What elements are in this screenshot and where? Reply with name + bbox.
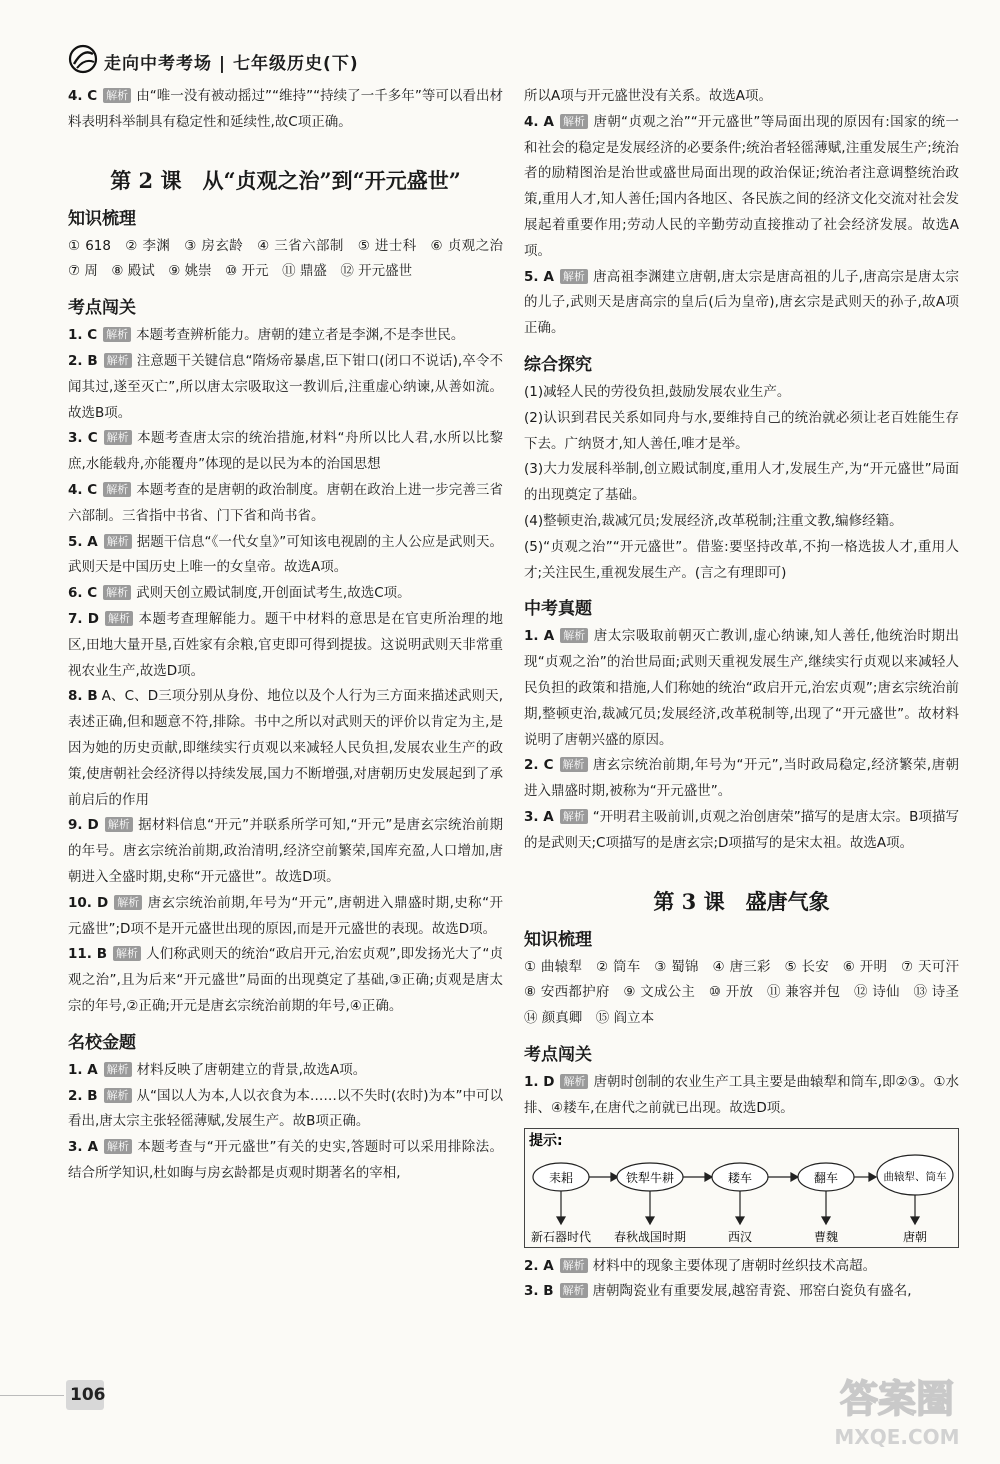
analysis-tag: 解析	[104, 1088, 132, 1103]
answer-item	[68, 942, 503, 1019]
item-text: 唐朝时创制的农业生产工具主要是曲辕犁和筒车,即②③。①水排、④耧车,在唐代之前就已出现。故选D项。	[524, 1073, 959, 1116]
item-text: 由“唯一没有被动摇过”“维持”“持续了一千多年”等可以看出材料表明科举制具有稳定性和延续性,故C项正确。	[68, 88, 503, 130]
answer-item	[68, 581, 503, 607]
item-number: 6. C	[68, 585, 98, 602]
zonghe-line: (4)整顿吏治,裁减冗员;发展经济,改革税制;注重文教,编修经籍。	[524, 512, 903, 529]
item-text: 注意题干关键信息“隋炀帝暴虐,臣下钳口(闭口不说话),卒令不闻其过,遂至灭亡”,所以唐太宗吸取这一教训后,注重虚心纳谏,从善如流。故选B项。	[68, 352, 503, 421]
item-number: 2. B	[68, 352, 98, 369]
flow-node	[533, 1163, 589, 1191]
item-number: 9. D	[68, 817, 99, 834]
analysis-tag: 解析	[560, 1283, 588, 1298]
continued-text: 所以A项与开元盛世没有关系。故选A项。	[524, 88, 772, 104]
item-number: 11. B	[68, 946, 108, 963]
section-heading: 知识梳理	[68, 208, 136, 229]
mingxiao-list	[68, 1058, 503, 1187]
answer-item	[68, 1084, 503, 1136]
answer-item	[524, 1254, 959, 1280]
flow-node-label: 曲辕犁、筒车	[883, 1170, 947, 1183]
item-text: 唐玄宗统治前期,年号为“开元”,唐朝进入鼎盛时期,史称“开元盛世”;D项不是开元盛世出现的原因,而是开元盛世的表现。故选D项。	[68, 894, 503, 937]
analysis-tag: 解析	[560, 114, 588, 129]
answer-item	[68, 349, 503, 426]
item-number: 2. B	[68, 1087, 98, 1104]
item-number: 4. C	[68, 88, 98, 104]
flow-node	[877, 1155, 953, 1195]
answer-item	[524, 1279, 959, 1305]
item-number: 1. C	[68, 327, 98, 344]
flow-node	[712, 1163, 768, 1191]
analysis-tag: 解析	[560, 1258, 588, 1273]
flow-era-label: 西汉	[727, 1229, 753, 1244]
answer-item	[524, 110, 959, 265]
answer-item	[68, 607, 503, 684]
item-number: 8. B	[68, 688, 98, 705]
analysis-tag: 解析	[560, 269, 588, 284]
item-text: “开明君主吸前训,贞观之治创唐荣”描写的是唐太宗。B项描写的是武则天;C项描写的是唐玄宗;D项描写的是宋太祖。故选A项。	[524, 808, 959, 851]
item-text: 本题考查唐太宗的统治措施,材料“舟所以比人君,水所以比黎庶,水能载舟,亦能覆舟”体现的是以民为本的治国思想	[68, 430, 503, 473]
analysis-tag: 解析	[105, 611, 133, 626]
section-heading: 中考真题	[524, 599, 592, 620]
right-column	[524, 84, 973, 1305]
flow-node-label: 耒耜	[548, 1170, 574, 1185]
analysis-tag: 解析	[104, 353, 132, 368]
analysis-tag: 解析	[104, 430, 132, 445]
item-number: 7. D	[68, 610, 99, 627]
knowledge-answers: ① 曲辕犁 ② 筒车 ③ 蜀锦 ④ 唐三彩 ⑤ 长安 ⑥ 开明 ⑦ 天可汗 ⑧ 安西都护府 ⑨ 文成公主 ⑩ 开放 ⑪ 兼容并包 ⑫ 诗仙 ⑬ 诗圣 ⑭ 颜真卿 ⑮ 阎立本	[524, 958, 973, 1027]
item-number: 2. C	[524, 757, 554, 774]
kaodian-list	[68, 323, 503, 1020]
analysis-tag: 解析	[560, 628, 588, 643]
analysis-tag: 解析	[104, 1139, 132, 1154]
flow-era-label: 春秋战国时期	[613, 1229, 687, 1244]
item-text: 本题考查与“开元盛世”有关的史实,答题时可以采用排除法。结合所学知识,杜如晦与房玄龄都是贞观时期著名的宰相,	[68, 1139, 504, 1181]
item-number: 3. A	[68, 1139, 99, 1156]
watermark-url: MXQE.COM	[834, 1425, 960, 1449]
zonghe-line: (5)“贞观之治”“开元盛世”。借鉴:要坚持改革,不拘一格选拔人才,重用人才;关注民生,重视发展生产。(言之有理即可)	[524, 538, 959, 581]
hint-box	[524, 1128, 959, 1248]
brand-title: 走向中考考场 | 七年级历史(下)	[104, 54, 359, 74]
section-heading: 名校金题	[68, 1032, 136, 1053]
section-heading: 考点闯关	[68, 298, 136, 319]
item-text: 武则天创立殿试制度,开创面试考生,故选C项。	[136, 585, 411, 602]
answer-item	[68, 323, 503, 349]
answer-item	[68, 478, 503, 530]
answer-item	[524, 805, 959, 857]
hint-flow-diagram	[525, 1129, 958, 1247]
zonghe-list	[524, 380, 959, 586]
item-text: A、C、D三项分别从身份、地位以及个人行为三方面来描述武则天,表述正确,但和题意不符,排除。书中之所以对武则天的评价以肯定为主,是因为她的历史贡献,即继续实行贞观以来减轻人民负担,发展农业生产的政策,使唐朝社会经济得以持续发展,国力不断增强,对唐朝历史发展起到了承前启后的作用	[68, 688, 503, 808]
section-heading: 考点闯关	[524, 1044, 592, 1065]
item-text: 材料中的现象主要体现了唐朝时丝织技术高超。	[592, 1257, 877, 1274]
flow-node	[798, 1163, 854, 1191]
analysis-tag: 解析	[560, 809, 588, 824]
zonghe-line: (1)减轻人民的劳役负担,鼓励发展农业生产。	[524, 383, 791, 400]
flow-node-label: 铁犁牛耕	[625, 1170, 675, 1185]
zhongkao-list	[524, 624, 959, 856]
item-text: 本题考查理解能力。题干中材料的意思是在官吏所治理的地区,田地大量开垦,百姓家有余粮,官吏即可得到提拔。这说明武则天非常重视农业生产,故选D项。	[68, 610, 503, 679]
item-text: 唐太宗吸取前朝灭亡教训,虚心纳谏,知人善任,他统治时期出现“贞观之治”的治世局面;武则天重视发展生产,继续实行贞观以来减轻人民负担的政策和措施,人们称她的统治“政启开元,治宏贞观”;唐玄宗统治前期,整顿吏治,裁减冗员;发展经济,改革税制等,出现了“开元盛世”。故材料说明了唐朝兴盛的原因。	[524, 628, 960, 748]
item-text: 本题考查辨析能力。唐朝的建立者是李渊,不是李世民。	[136, 327, 465, 344]
item-number: 4. A	[524, 113, 555, 130]
mingxiao-cont-list	[524, 110, 959, 342]
flow-node	[617, 1163, 683, 1191]
item-number: 1. A	[524, 628, 555, 645]
brand-logo-icon	[68, 44, 98, 74]
item-text: 据题干信息“《一代女皇》”可知该电视剧的主人公应是武则天。武则天是中国历史上唯一的女皇帝。故选A项。	[68, 533, 503, 576]
answer-item	[68, 1058, 503, 1084]
item-text: 材料反映了唐朝建立的背景,故选A项。	[136, 1061, 367, 1078]
item-number: 1. A	[68, 1061, 98, 1078]
left-column	[68, 84, 517, 1187]
item-text: 本题考查的是唐朝的政治制度。唐朝在政治上进一步完善三省六部制。三省指中书省、门下省和尚书省。	[68, 481, 503, 524]
analysis-tag: 解析	[114, 895, 142, 910]
watermark-text: 答案圈	[839, 1377, 955, 1421]
answer-item	[68, 530, 503, 582]
answer-item	[68, 426, 503, 478]
zonghe-line: (3)大力发展科举制,创立殿试制度,重用人才,发展生产,为“开元盛世”局面的出现奠定了基础。	[524, 461, 959, 504]
flow-era-label: 唐朝	[902, 1229, 928, 1244]
analysis-tag: 解析	[103, 88, 131, 103]
item-number: 10. D	[68, 894, 109, 911]
item-number: 2. A	[524, 1257, 554, 1274]
flow-era-label: 曹魏	[813, 1229, 839, 1244]
lesson-title: 第 2 课 从“贞观之治”到“开元盛世”	[110, 167, 461, 193]
item-text: 据材料信息“开元”并联系所学可知,“开元”是唐玄宗统治前期的年号。唐玄宗统治前期,政治清明,经济空前繁荣,国库充盈,人口增加,唐朝进入全盛时期,史称“开元盛世”。故选D项。	[68, 817, 503, 885]
item-number: 5. A	[68, 533, 98, 550]
page-number: 106	[70, 1385, 106, 1405]
item-number: 4. C	[68, 481, 98, 498]
analysis-tag: 解析	[104, 1062, 132, 1077]
answer-item	[68, 84, 503, 136]
footer-rule	[0, 1395, 64, 1396]
section-heading: 综合探究	[524, 354, 592, 375]
knowledge-answers: ① 618 ② 李渊 ③ 房玄龄 ④ 三省六部制 ⑤ 进士科 ⑥ 贞观之治 ⑦ 周 ⑧ 殿试 ⑨ 姚崇 ⑩ 开元 ⑪ 鼎盛 ⑫ 开元盛世	[68, 237, 517, 280]
item-number: 5. A	[524, 268, 554, 285]
section-heading: 知识梳理	[524, 929, 592, 950]
item-text: 唐玄宗统治前期,年号为“开元”,当时政局稳定,经济繁荣,唐朝进入鼎盛时期,被称为“开元盛世”。	[524, 757, 959, 800]
item-text: 唐朝陶瓷业有重要发展,越窑青瓷、邢窑白瓷负有盛名,	[592, 1283, 912, 1300]
flow-era-label: 新石器时代	[530, 1229, 592, 1244]
analysis-tag: 解析	[560, 1074, 588, 1089]
page-header	[60, 40, 960, 80]
answer-item	[68, 813, 503, 890]
analysis-tag: 解析	[103, 482, 131, 497]
item-text: 唐高祖李渊建立唐朝,唐太宗是唐高祖的儿子,唐高宗是唐太宗的儿子,武则天是唐高宗的皇后(后为皇帝),唐玄宗是武则天的孙子,故A项正确。	[524, 268, 959, 337]
hint-label: 提示:	[529, 1132, 563, 1149]
analysis-tag: 解析	[113, 946, 141, 961]
item-text: 人们称武则天的统治“政启开元,治宏贞观”,即发扬光大了“贞观之治”,且为后来“开元盛世”局面的出现奠定了基础,③正确;贞观是唐太宗的年号,②正确;开元是唐玄宗统治前期的年号,④正确。	[68, 946, 503, 1014]
pre-items	[68, 84, 503, 136]
item-number: 3. C	[68, 430, 98, 447]
analysis-tag: 解析	[103, 585, 131, 600]
analysis-tag: 解析	[104, 534, 132, 549]
zonghe-line: (2)认识到君民关系如同舟与水,要维持自己的统治就必须让老百姓能生存下去。广纳贤才,知人善任,唯才是举。	[524, 409, 959, 452]
flow-node-label: 耧车	[727, 1170, 753, 1185]
watermark-logo	[812, 1364, 982, 1452]
item-text: 从“国以人为本,人以衣食为本……以不失时(农时)为本”中可以看出,唐太宗主张轻徭薄赋,发展生产。故B项正确。	[68, 1087, 504, 1130]
answer-item	[524, 1070, 959, 1122]
answer-item	[68, 891, 503, 943]
lesson-title: 第 3 课 盛唐气象	[653, 888, 830, 914]
answer-item	[524, 753, 959, 805]
item-number: 3. B	[524, 1283, 554, 1300]
item-number: 3. A	[524, 808, 554, 825]
post-items	[524, 1254, 959, 1306]
item-text: 唐朝“贞观之治”“开元盛世”等局面出现的原因有:国家的统一和社会的稳定是发展经济的必要条件;统治者轻徭薄赋,注重发展生产;统治者的励精图治是治世或盛世局面出现的政治保证;统治者注意调整统治政策,重用人才,知人善任;国内各地区、各民族之间的经济文化交流对社会发展起着重要作用;劳动人民的辛勤劳动直接推动了社会经济发展。故选A项。	[524, 113, 959, 259]
analysis-tag: 解析	[103, 327, 131, 342]
answer-item	[524, 265, 959, 342]
analysis-tag: 解析	[105, 817, 133, 832]
analysis-tag: 解析	[560, 757, 588, 772]
answer-item	[524, 624, 959, 753]
answer-item	[68, 684, 503, 813]
answer-item	[68, 1135, 503, 1187]
item-number: 1. D	[524, 1073, 555, 1090]
flow-node-label: 翻车	[813, 1170, 839, 1185]
